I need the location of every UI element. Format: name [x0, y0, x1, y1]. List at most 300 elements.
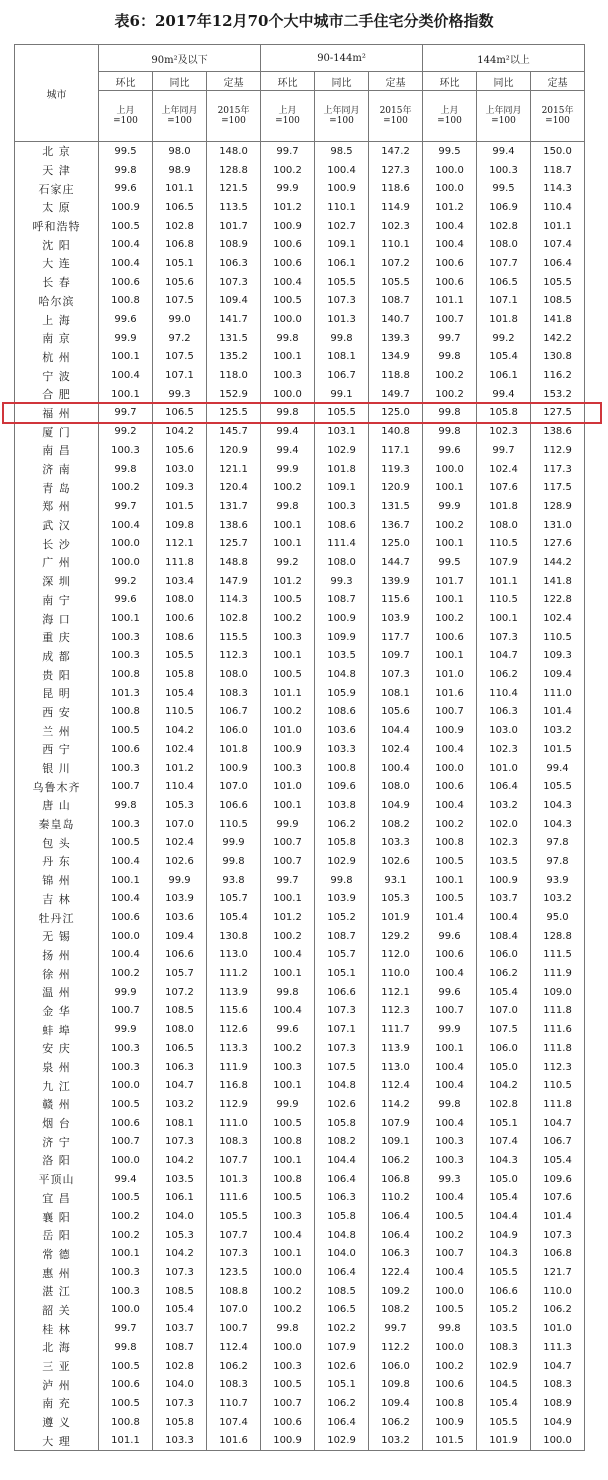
index-value: 101.1 [261, 684, 315, 703]
table-row [15, 142, 585, 161]
index-value: 100.9 [477, 871, 531, 890]
index-value: 105.8 [477, 404, 531, 423]
index-value: 104.0 [153, 1375, 207, 1394]
index-value: 106.7 [207, 703, 261, 722]
index-value: 99.8 [423, 404, 477, 423]
city-name: 海 口 [15, 609, 99, 628]
index-value: 100.4 [477, 908, 531, 927]
table-row [15, 1319, 585, 1338]
index-value: 110.5 [477, 591, 531, 610]
index-value: 131.0 [531, 516, 585, 535]
index-value: 109.1 [315, 478, 369, 497]
index-value: 122.4 [369, 1263, 423, 1282]
index-value: 100.1 [99, 1245, 153, 1264]
index-value: 122.8 [531, 591, 585, 610]
index-value: 100.4 [315, 161, 369, 180]
index-value: 105.7 [207, 890, 261, 909]
index-value: 101.1 [531, 217, 585, 236]
table-row [15, 1263, 585, 1282]
city-name: 西 宁 [15, 740, 99, 759]
index-value: 100.8 [261, 1170, 315, 1189]
index-value: 107.5 [477, 1020, 531, 1039]
city-name: 岳 阳 [15, 1226, 99, 1245]
index-value: 100.9 [423, 1413, 477, 1432]
city-name: 乌鲁木齐 [15, 777, 99, 796]
index-value: 100.7 [99, 1002, 153, 1021]
index-value: 100.4 [99, 235, 153, 254]
index-value: 105.1 [315, 1375, 369, 1394]
city-name: 哈尔滨 [15, 292, 99, 311]
index-value: 102.2 [315, 1319, 369, 1338]
city-name: 福 州 [15, 404, 99, 423]
index-value: 117.7 [369, 628, 423, 647]
index-value: 101.9 [477, 1431, 531, 1450]
index-value: 107.5 [153, 292, 207, 311]
index-value: 105.0 [477, 1058, 531, 1077]
index-value: 106.4 [369, 1226, 423, 1245]
index-value: 106.0 [477, 1039, 531, 1058]
index-value: 109.3 [531, 647, 585, 666]
index-value: 100.0 [423, 161, 477, 180]
table-row [15, 179, 585, 198]
index-value: 99.7 [423, 329, 477, 348]
index-value: 112.2 [369, 1338, 423, 1357]
index-value: 105.7 [315, 946, 369, 965]
index-value: 105.4 [153, 684, 207, 703]
city-name: 深 圳 [15, 572, 99, 591]
index-value: 121.1 [207, 460, 261, 479]
index-value: 104.5 [477, 1375, 531, 1394]
table-row [15, 404, 585, 423]
index-value: 105.5 [531, 777, 585, 796]
index-value: 101.0 [261, 777, 315, 796]
index-value: 99.6 [423, 927, 477, 946]
index-value: 100.2 [261, 1301, 315, 1320]
index-value: 103.7 [153, 1319, 207, 1338]
index-value: 103.5 [315, 647, 369, 666]
index-value: 103.8 [315, 796, 369, 815]
index-value: 105.3 [153, 1226, 207, 1245]
index-value: 144.7 [369, 553, 423, 572]
index-value: 110.5 [531, 1076, 585, 1095]
index-value: 115.6 [369, 591, 423, 610]
city-name: 丹 东 [15, 852, 99, 871]
index-value: 111.7 [369, 1020, 423, 1039]
table-row [15, 534, 585, 553]
index-value: 99.7 [261, 871, 315, 890]
city-name: 大 理 [15, 1431, 99, 1450]
table-row [15, 1002, 585, 1021]
index-value: 100.0 [99, 534, 153, 553]
index-value: 100.4 [423, 964, 477, 983]
index-value: 100.0 [99, 927, 153, 946]
index-value: 108.3 [207, 1375, 261, 1394]
index-value: 111.6 [207, 1189, 261, 1208]
index-value: 100.6 [423, 273, 477, 292]
table-row [15, 478, 585, 497]
base-header-cell: 上年同月 =100 [153, 91, 207, 142]
index-value: 100.1 [423, 478, 477, 497]
city-name: 洛 阳 [15, 1151, 99, 1170]
index-value: 100.5 [261, 1375, 315, 1394]
index-value: 100.3 [99, 628, 153, 647]
index-value: 109.1 [315, 235, 369, 254]
index-value: 111.8 [531, 1039, 585, 1058]
index-value: 101.2 [261, 908, 315, 927]
index-value: 100.2 [261, 478, 315, 497]
table-row [15, 1375, 585, 1394]
index-value: 101.8 [315, 460, 369, 479]
index-value: 103.2 [531, 890, 585, 909]
index-value: 100.5 [423, 890, 477, 909]
index-value: 108.6 [315, 516, 369, 535]
index-value: 108.0 [153, 591, 207, 610]
index-value: 110.5 [153, 703, 207, 722]
index-value: 102.0 [477, 815, 531, 834]
index-value: 100.6 [423, 946, 477, 965]
index-value: 104.8 [315, 1076, 369, 1095]
index-value: 104.3 [477, 1245, 531, 1264]
index-value: 99.3 [153, 385, 207, 404]
index-value: 100.2 [99, 1207, 153, 1226]
index-value: 100.0 [261, 385, 315, 404]
index-value: 108.0 [207, 665, 261, 684]
index-value: 100.4 [99, 946, 153, 965]
index-value: 103.0 [153, 460, 207, 479]
index-value: 100.2 [423, 815, 477, 834]
index-value: 139.3 [369, 329, 423, 348]
table-row [15, 1282, 585, 1301]
index-value: 99.8 [423, 1095, 477, 1114]
city-name: 锦 州 [15, 871, 99, 890]
index-value: 100.4 [99, 516, 153, 535]
index-value: 100.3 [261, 1058, 315, 1077]
index-value: 102.7 [315, 217, 369, 236]
index-value: 142.2 [531, 329, 585, 348]
index-value: 102.9 [477, 1357, 531, 1376]
index-value: 95.0 [531, 908, 585, 927]
index-value: 120.9 [369, 478, 423, 497]
subcol-mom: 环比 [423, 72, 477, 91]
index-value: 99.1 [315, 385, 369, 404]
index-value: 100.1 [423, 591, 477, 610]
index-value: 104.0 [153, 1207, 207, 1226]
index-value: 105.5 [207, 1207, 261, 1226]
index-value: 111.9 [207, 1058, 261, 1077]
index-value: 128.8 [531, 927, 585, 946]
index-value: 104.7 [531, 1357, 585, 1376]
subcol-base: 定基 [369, 72, 423, 91]
table-row [15, 1338, 585, 1357]
index-value: 100.0 [423, 460, 477, 479]
index-value: 112.4 [207, 1338, 261, 1357]
base-header-cell: 上月 =100 [99, 91, 153, 142]
index-value: 108.2 [369, 1301, 423, 1320]
index-value: 106.2 [315, 1394, 369, 1413]
index-value: 108.5 [153, 1002, 207, 1021]
index-value: 108.0 [369, 777, 423, 796]
table-row [15, 422, 585, 441]
index-value: 110.1 [315, 198, 369, 217]
index-value: 100.1 [261, 1151, 315, 1170]
index-value: 104.2 [153, 721, 207, 740]
index-value: 105.8 [315, 1207, 369, 1226]
index-value: 113.9 [207, 983, 261, 1002]
index-value: 107.1 [153, 366, 207, 385]
index-value: 131.7 [207, 497, 261, 516]
city-name: 韶 关 [15, 1301, 99, 1320]
index-value: 107.7 [477, 254, 531, 273]
index-value: 100.3 [99, 1263, 153, 1282]
index-value: 105.1 [477, 1114, 531, 1133]
index-value: 100.4 [99, 852, 153, 871]
index-value: 108.3 [207, 1132, 261, 1151]
index-value: 99.8 [207, 852, 261, 871]
index-value: 105.7 [153, 964, 207, 983]
table-body [15, 142, 585, 1451]
index-value: 102.4 [477, 460, 531, 479]
table-header [15, 45, 585, 142]
index-value: 127.3 [369, 161, 423, 180]
index-value: 104.3 [477, 1151, 531, 1170]
index-value: 99.8 [99, 161, 153, 180]
city-name: 贵 阳 [15, 665, 99, 684]
city-name: 石家庄 [15, 179, 99, 198]
index-value: 102.8 [477, 217, 531, 236]
index-value: 105.3 [369, 890, 423, 909]
index-value: 100.9 [423, 721, 477, 740]
index-value: 100.7 [207, 1319, 261, 1338]
city-name: 郑 州 [15, 497, 99, 516]
index-value: 108.7 [315, 927, 369, 946]
index-value: 100.6 [99, 1375, 153, 1394]
index-value: 100.2 [261, 927, 315, 946]
index-value: 99.4 [477, 142, 531, 161]
index-value: 127.5 [531, 404, 585, 423]
index-value: 106.5 [477, 273, 531, 292]
index-value: 100.9 [261, 217, 315, 236]
city-name: 常 德 [15, 1245, 99, 1264]
index-value: 102.8 [207, 609, 261, 628]
index-value: 102.4 [531, 609, 585, 628]
index-value: 100.3 [99, 1282, 153, 1301]
table-row [15, 927, 585, 946]
index-value: 98.0 [153, 142, 207, 161]
index-value: 110.0 [531, 1282, 585, 1301]
index-value: 100.4 [423, 1263, 477, 1282]
index-value: 100.4 [423, 740, 477, 759]
index-value: 110.4 [531, 198, 585, 217]
index-value: 113.0 [369, 1058, 423, 1077]
index-value: 109.4 [207, 292, 261, 311]
index-value: 123.5 [207, 1263, 261, 1282]
index-value: 93.8 [207, 871, 261, 890]
index-value: 110.2 [369, 1189, 423, 1208]
city-name: 南 充 [15, 1394, 99, 1413]
table-row [15, 796, 585, 815]
index-value: 107.4 [207, 1413, 261, 1432]
index-value: 111.8 [153, 553, 207, 572]
index-value: 100.7 [423, 1002, 477, 1021]
city-name: 惠 州 [15, 1263, 99, 1282]
table-row [15, 890, 585, 909]
index-value: 102.8 [477, 1095, 531, 1114]
index-value: 100.6 [99, 273, 153, 292]
index-value: 101.3 [99, 684, 153, 703]
index-value: 106.2 [477, 665, 531, 684]
index-value: 104.2 [153, 1245, 207, 1264]
index-value: 99.8 [99, 1338, 153, 1357]
index-value: 100.6 [99, 740, 153, 759]
index-value: 101.6 [207, 1431, 261, 1450]
index-value: 107.4 [531, 235, 585, 254]
index-value: 99.8 [423, 1319, 477, 1338]
table-row [15, 1413, 585, 1432]
index-value: 100.0 [261, 310, 315, 329]
index-value: 100.9 [315, 179, 369, 198]
index-value: 106.3 [153, 1058, 207, 1077]
index-value: 127.6 [531, 534, 585, 553]
index-value: 101.2 [153, 759, 207, 778]
index-value: 99.4 [261, 422, 315, 441]
index-value: 105.4 [477, 1189, 531, 1208]
index-value: 99.8 [423, 348, 477, 367]
index-value: 99.9 [423, 497, 477, 516]
index-value: 117.5 [531, 478, 585, 497]
table-row [15, 385, 585, 404]
index-value: 102.3 [477, 422, 531, 441]
index-value: 100.1 [99, 385, 153, 404]
subcol-yoy: 同比 [477, 72, 531, 91]
city-name: 青 岛 [15, 478, 99, 497]
index-value: 100.9 [315, 609, 369, 628]
table-row [15, 1095, 585, 1114]
index-value: 99.6 [261, 1020, 315, 1039]
index-value: 102.4 [153, 740, 207, 759]
index-value: 107.3 [153, 1394, 207, 1413]
table-row [15, 833, 585, 852]
index-value: 99.7 [99, 404, 153, 423]
subcol-base: 定基 [531, 72, 585, 91]
index-value: 135.2 [207, 348, 261, 367]
index-value: 102.9 [315, 441, 369, 460]
index-value: 100.1 [423, 647, 477, 666]
index-value: 107.2 [153, 983, 207, 1002]
index-value: 108.6 [153, 628, 207, 647]
index-value: 104.8 [315, 665, 369, 684]
index-value: 100.1 [261, 964, 315, 983]
index-value: 112.6 [207, 1020, 261, 1039]
index-value: 105.5 [369, 273, 423, 292]
index-value: 106.3 [477, 703, 531, 722]
index-value: 100.5 [99, 1394, 153, 1413]
index-value: 100.4 [423, 1189, 477, 1208]
index-value: 101.1 [423, 292, 477, 311]
index-value: 140.8 [369, 422, 423, 441]
index-value: 108.1 [153, 1114, 207, 1133]
index-value: 99.6 [423, 983, 477, 1002]
index-value: 99.7 [477, 441, 531, 460]
index-value: 114.3 [531, 179, 585, 198]
index-value: 100.3 [99, 1058, 153, 1077]
index-value: 109.6 [531, 1170, 585, 1189]
index-value: 105.3 [153, 796, 207, 815]
index-value: 107.9 [315, 1338, 369, 1357]
index-value: 128.8 [207, 161, 261, 180]
subcol-yoy: 同比 [153, 72, 207, 91]
table-row [15, 1132, 585, 1151]
index-value: 101.8 [477, 310, 531, 329]
index-value: 100.4 [423, 1058, 477, 1077]
index-value: 100.9 [207, 759, 261, 778]
index-value: 104.3 [531, 796, 585, 815]
index-value: 100.8 [99, 665, 153, 684]
index-value: 106.4 [315, 1170, 369, 1189]
table-row [15, 665, 585, 684]
index-value: 105.8 [153, 1413, 207, 1432]
city-name: 太 原 [15, 198, 99, 217]
city-column-header: 城市 [15, 45, 99, 142]
index-value: 101.4 [423, 908, 477, 927]
index-value: 128.9 [531, 497, 585, 516]
index-value: 112.9 [531, 441, 585, 460]
index-value: 100.5 [99, 833, 153, 852]
index-value: 112.1 [153, 534, 207, 553]
index-value: 102.3 [369, 217, 423, 236]
index-value: 106.3 [315, 1189, 369, 1208]
index-value: 107.3 [315, 1002, 369, 1021]
index-value: 99.9 [261, 460, 315, 479]
index-value: 107.3 [315, 1039, 369, 1058]
index-value: 100.3 [477, 161, 531, 180]
index-value: 100.0 [423, 179, 477, 198]
index-value: 106.2 [315, 815, 369, 834]
index-value: 102.9 [315, 1431, 369, 1450]
index-value: 99.9 [153, 871, 207, 890]
city-name: 泉 州 [15, 1058, 99, 1077]
index-value: 103.0 [477, 721, 531, 740]
city-name: 天 津 [15, 161, 99, 180]
index-value: 100.7 [423, 1245, 477, 1264]
index-value: 108.3 [477, 1338, 531, 1357]
city-name: 济 南 [15, 460, 99, 479]
index-value: 100.3 [315, 497, 369, 516]
table-row [15, 1394, 585, 1413]
index-value: 101.7 [207, 217, 261, 236]
city-name: 上 海 [15, 310, 99, 329]
subcol-base: 定基 [207, 72, 261, 91]
index-value: 106.6 [153, 946, 207, 965]
table-row [15, 647, 585, 666]
index-value: 110.0 [369, 964, 423, 983]
index-value: 101.0 [423, 665, 477, 684]
index-value: 100.9 [261, 1431, 315, 1450]
city-name: 南 宁 [15, 591, 99, 610]
index-value: 109.3 [153, 478, 207, 497]
index-value: 141.7 [207, 310, 261, 329]
index-value: 100.3 [99, 759, 153, 778]
index-value: 103.5 [477, 1319, 531, 1338]
index-value: 105.8 [315, 833, 369, 852]
index-value: 99.2 [99, 572, 153, 591]
table-row [15, 703, 585, 722]
index-value: 100.3 [423, 1132, 477, 1151]
index-value: 106.4 [315, 1263, 369, 1282]
index-value: 100.7 [261, 833, 315, 852]
index-value: 101.0 [261, 721, 315, 740]
index-value: 100.5 [99, 721, 153, 740]
index-value: 100.5 [423, 1301, 477, 1320]
